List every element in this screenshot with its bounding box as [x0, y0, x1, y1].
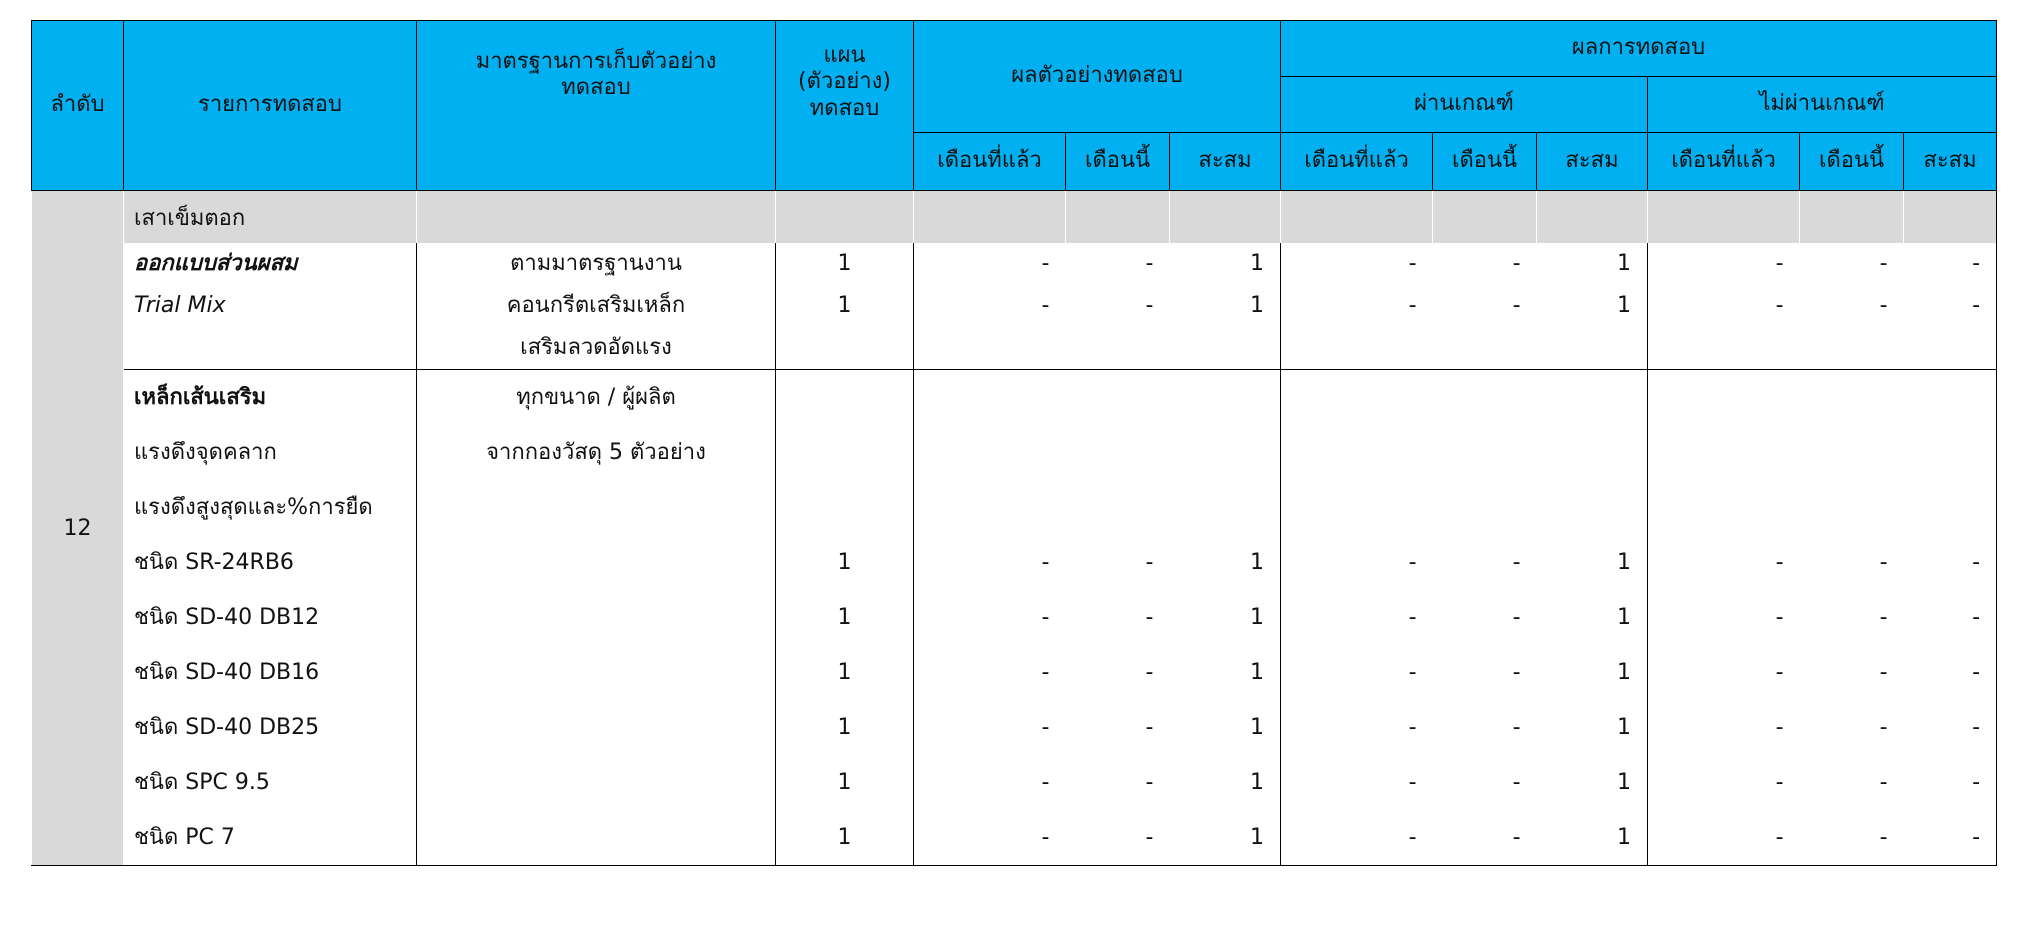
header-samples-last-month: เดือนที่แล้ว — [914, 133, 1066, 191]
fail-cumulative-value: - — [1972, 660, 1981, 685]
pass-last-month-value: - — [1408, 770, 1417, 795]
fail-last-month-value — [1648, 327, 1784, 369]
fail-last-month-value: - — [1775, 550, 1784, 575]
pass-last-month-value: - — [1408, 550, 1417, 575]
item-line: ชนิด SR-24RB6 — [134, 550, 294, 575]
block2-fail-last-cell — [1648, 370, 1800, 866]
fail-cumulative-value — [1904, 425, 1981, 480]
item-line: ออกแบบส่วนผสม — [134, 251, 298, 276]
samples-last-month-value — [914, 327, 1050, 369]
samples-cumulative-value: 1 — [1250, 715, 1265, 740]
table-body — [32, 191, 1997, 866]
pass-cumulative-value: 1 — [1617, 605, 1632, 630]
standard-line: จากกองวัสดุ 5 ตัวอย่าง — [486, 440, 706, 465]
fail-cumulative-value — [1904, 327, 1981, 369]
block1-samples-cum-cell — [1170, 243, 1281, 370]
samples-cumulative-value — [1170, 480, 1265, 535]
standard-line — [417, 480, 775, 535]
plan-value: 1 — [837, 251, 852, 276]
standard-line: ทุกขนาด / ผู้ผลิต — [516, 385, 676, 410]
pass-last-month-value: - — [1408, 605, 1417, 630]
pass-this-month-value: - — [1512, 660, 1521, 685]
standard-line — [417, 755, 775, 810]
samples-cumulative-value: 1 — [1250, 605, 1265, 630]
item-line: ชนิด SD-40 DB16 — [134, 660, 320, 685]
pass-this-month-value: - — [1512, 550, 1521, 575]
pass-last-month-value — [1281, 370, 1417, 425]
header-standard-line1: มาตรฐานการเก็บตัวอย่าง — [475, 49, 717, 74]
header-samples-cumulative: สะสม — [1170, 133, 1281, 191]
samples-last-month-value: - — [1041, 251, 1050, 276]
header-pass: ผ่านเกณฑ์ — [1281, 77, 1648, 133]
fail-this-month-value — [1800, 425, 1888, 480]
block1-pass-cum-cell — [1537, 243, 1648, 370]
standard-line: เสริมลวดอัดแรง — [520, 335, 672, 360]
block2-fail-cum-cell — [1904, 370, 1997, 866]
item-line: แรงดึงสูงสุดและ%การยืด — [134, 495, 373, 520]
standard-line: ตามมาตรฐานงาน — [510, 251, 682, 276]
block1-item-cell — [124, 243, 417, 370]
pass-last-month-value: - — [1408, 660, 1417, 685]
fail-cumulative-value: - — [1972, 605, 1981, 630]
fail-last-month-value — [1648, 425, 1784, 480]
item-line: เหล็กเส้นเสริม — [134, 385, 267, 410]
fail-cumulative-value — [1904, 370, 1981, 425]
fail-this-month-value: - — [1879, 825, 1888, 850]
block1-pass-this-cell — [1433, 243, 1537, 370]
block2-pass-cum-cell — [1537, 370, 1648, 866]
standard-line — [417, 590, 775, 645]
pass-this-month-value: - — [1512, 605, 1521, 630]
item-line: แรงดึงจุดคลาก — [134, 440, 277, 465]
header-results: ผลการทดสอบ — [1281, 21, 1997, 77]
header-plan-line3: ทดสอบ — [809, 95, 880, 121]
block1-fail-this-cell — [1800, 243, 1904, 370]
samples-this-month-value: - — [1145, 770, 1154, 795]
plan-value: 1 — [837, 293, 852, 318]
samples-last-month-value: - — [1041, 605, 1050, 630]
fail-this-month-value — [1800, 327, 1888, 369]
samples-this-month-value: - — [1145, 251, 1154, 276]
block1-standard-cell — [417, 243, 776, 370]
header-item: รายการทดสอบ — [124, 21, 417, 191]
plan-value — [776, 327, 913, 369]
pass-this-month-value: - — [1512, 825, 1521, 850]
block2-pass-this-cell — [1433, 370, 1537, 866]
plan-value: 1 — [837, 770, 852, 795]
section-title: เสาเข็มตอก — [124, 191, 417, 244]
block-rebar — [32, 370, 1997, 866]
fail-this-month-value: - — [1879, 605, 1888, 630]
table-header — [32, 21, 1997, 191]
header-pass-this-month: เดือนนี้ — [1433, 133, 1537, 191]
fail-cumulative-value: - — [1972, 251, 1981, 276]
pass-this-month-value — [1433, 370, 1521, 425]
samples-cumulative-value: 1 — [1250, 251, 1265, 276]
samples-this-month-value — [1066, 425, 1154, 480]
fail-cumulative-value: - — [1972, 550, 1981, 575]
header-plan-line2: (ตัวอย่าง) — [797, 69, 891, 95]
section-row — [32, 191, 1997, 244]
plan-value: 1 — [837, 550, 852, 575]
pass-cumulative-value — [1537, 327, 1632, 369]
standard-line: คอนกรีตเสริมเหล็ก — [506, 293, 686, 318]
samples-last-month-value: - — [1041, 660, 1050, 685]
block2-plan-cell — [776, 370, 914, 866]
pass-cumulative-value — [1537, 480, 1632, 535]
samples-cumulative-value: 1 — [1250, 293, 1265, 318]
fail-cumulative-value: - — [1972, 825, 1981, 850]
fail-last-month-value — [1648, 370, 1784, 425]
block2-samples-last-cell — [914, 370, 1066, 866]
item-line: ชนิด SPC 9.5 — [134, 770, 270, 795]
samples-this-month-value — [1066, 327, 1154, 369]
plan-value: 1 — [837, 825, 852, 850]
sequence-number: 12 — [32, 191, 124, 866]
item-line: ชนิด SD-40 DB12 — [134, 605, 320, 630]
header-samples: ผลตัวอย่างทดสอบ — [914, 21, 1281, 133]
header-standard — [417, 21, 776, 191]
fail-last-month-value: - — [1775, 293, 1784, 318]
item-line: Trial Mix — [134, 293, 226, 318]
plan-value: 1 — [837, 605, 852, 630]
pass-this-month-value: - — [1512, 293, 1521, 318]
pass-last-month-value — [1281, 327, 1417, 369]
samples-this-month-value: - — [1145, 550, 1154, 575]
header-fail-cumulative: สะสม — [1904, 133, 1997, 191]
block2-samples-cum-cell — [1170, 370, 1281, 866]
header-fail-this-month: เดือนนี้ — [1800, 133, 1904, 191]
pass-cumulative-value: 1 — [1617, 770, 1632, 795]
pass-this-month-value — [1433, 327, 1521, 369]
fail-last-month-value: - — [1775, 605, 1784, 630]
block1-samples-last-cell — [914, 243, 1066, 370]
pass-this-month-value: - — [1512, 770, 1521, 795]
header-plan-line1: แผน — [823, 43, 866, 68]
block2-standard-cell — [417, 370, 776, 866]
item-line — [134, 327, 416, 369]
fail-this-month-value: - — [1879, 293, 1888, 318]
fail-this-month-value — [1800, 370, 1888, 425]
fail-last-month-value: - — [1775, 715, 1784, 740]
block2-fail-this-cell — [1800, 370, 1904, 866]
test-results-table — [31, 20, 1997, 866]
standard-line — [417, 535, 775, 590]
header-pass-cumulative: สะสม — [1537, 133, 1648, 191]
plan-value: 1 — [837, 660, 852, 685]
pass-last-month-value: - — [1408, 825, 1417, 850]
header-plan — [776, 21, 914, 191]
samples-last-month-value — [914, 370, 1050, 425]
samples-last-month-value — [914, 480, 1050, 535]
samples-cumulative-value — [1170, 327, 1265, 369]
pass-last-month-value — [1281, 480, 1417, 535]
fail-this-month-value: - — [1879, 251, 1888, 276]
plan-value — [776, 425, 913, 480]
item-line: ชนิด SD-40 DB25 — [134, 715, 320, 740]
pass-this-month-value — [1433, 425, 1521, 480]
fail-last-month-value: - — [1775, 251, 1784, 276]
block2-item-cell — [124, 370, 417, 866]
block2-samples-this-cell — [1066, 370, 1170, 866]
samples-this-month-value: - — [1145, 825, 1154, 850]
block1-fail-cum-cell — [1904, 243, 1997, 370]
pass-this-month-value: - — [1512, 715, 1521, 740]
header-fail-last-month: เดือนที่แล้ว — [1648, 133, 1800, 191]
block1-pass-last-cell — [1281, 243, 1433, 370]
fail-this-month-value: - — [1879, 550, 1888, 575]
pass-this-month-value — [1433, 480, 1521, 535]
samples-cumulative-value: 1 — [1250, 825, 1265, 850]
samples-last-month-value: - — [1041, 293, 1050, 318]
samples-this-month-value: - — [1145, 293, 1154, 318]
fail-last-month-value: - — [1775, 770, 1784, 795]
block-mix-design — [32, 243, 1997, 370]
header-pass-last-month: เดือนที่แล้ว — [1281, 133, 1433, 191]
samples-cumulative-value — [1170, 425, 1265, 480]
fail-cumulative-value: - — [1972, 770, 1981, 795]
samples-this-month-value: - — [1145, 660, 1154, 685]
pass-this-month-value: - — [1512, 251, 1521, 276]
plan-value — [776, 480, 913, 535]
block1-plan-cell — [776, 243, 914, 370]
item-line: ชนิด PC 7 — [134, 825, 235, 850]
fail-cumulative-value: - — [1972, 715, 1981, 740]
samples-this-month-value: - — [1145, 605, 1154, 630]
samples-last-month-value: - — [1041, 825, 1050, 850]
samples-cumulative-value: 1 — [1250, 770, 1265, 795]
pass-cumulative-value: 1 — [1617, 293, 1632, 318]
fail-cumulative-value: - — [1972, 293, 1981, 318]
fail-last-month-value: - — [1775, 825, 1784, 850]
samples-last-month-value: - — [1041, 770, 1050, 795]
samples-this-month-value — [1066, 370, 1154, 425]
header-standard-line2: ทดสอบ — [561, 75, 631, 101]
pass-cumulative-value: 1 — [1617, 715, 1632, 740]
pass-cumulative-value: 1 — [1617, 550, 1632, 575]
samples-last-month-value: - — [1041, 550, 1050, 575]
fail-last-month-value: - — [1775, 660, 1784, 685]
samples-this-month-value: - — [1145, 715, 1154, 740]
fail-this-month-value: - — [1879, 770, 1888, 795]
fail-this-month-value — [1800, 480, 1888, 535]
standard-line — [417, 700, 775, 755]
samples-last-month-value: - — [1041, 715, 1050, 740]
plan-value — [776, 370, 913, 425]
fail-this-month-value: - — [1879, 660, 1888, 685]
pass-last-month-value: - — [1408, 293, 1417, 318]
pass-last-month-value: - — [1408, 251, 1417, 276]
header-seq: ลำดับ — [32, 21, 124, 191]
standard-line — [417, 810, 775, 865]
header-fail: ไม่ผ่านเกณฑ์ — [1648, 77, 1997, 133]
pass-cumulative-value — [1537, 370, 1632, 425]
block1-fail-last-cell — [1648, 243, 1800, 370]
samples-cumulative-value: 1 — [1250, 660, 1265, 685]
pass-last-month-value — [1281, 425, 1417, 480]
fail-this-month-value: - — [1879, 715, 1888, 740]
standard-line — [417, 645, 775, 700]
block1-samples-this-cell — [1066, 243, 1170, 370]
samples-this-month-value — [1066, 480, 1154, 535]
pass-cumulative-value: 1 — [1617, 660, 1632, 685]
pass-last-month-value: - — [1408, 715, 1417, 740]
pass-cumulative-value: 1 — [1617, 825, 1632, 850]
fail-last-month-value — [1648, 480, 1784, 535]
samples-cumulative-value — [1170, 370, 1265, 425]
block2-pass-last-cell — [1281, 370, 1433, 866]
fail-cumulative-value — [1904, 480, 1981, 535]
samples-last-month-value — [914, 425, 1050, 480]
pass-cumulative-value: 1 — [1617, 251, 1632, 276]
pass-cumulative-value — [1537, 425, 1632, 480]
plan-value: 1 — [837, 715, 852, 740]
samples-cumulative-value: 1 — [1250, 550, 1265, 575]
header-samples-this-month: เดือนนี้ — [1066, 133, 1170, 191]
